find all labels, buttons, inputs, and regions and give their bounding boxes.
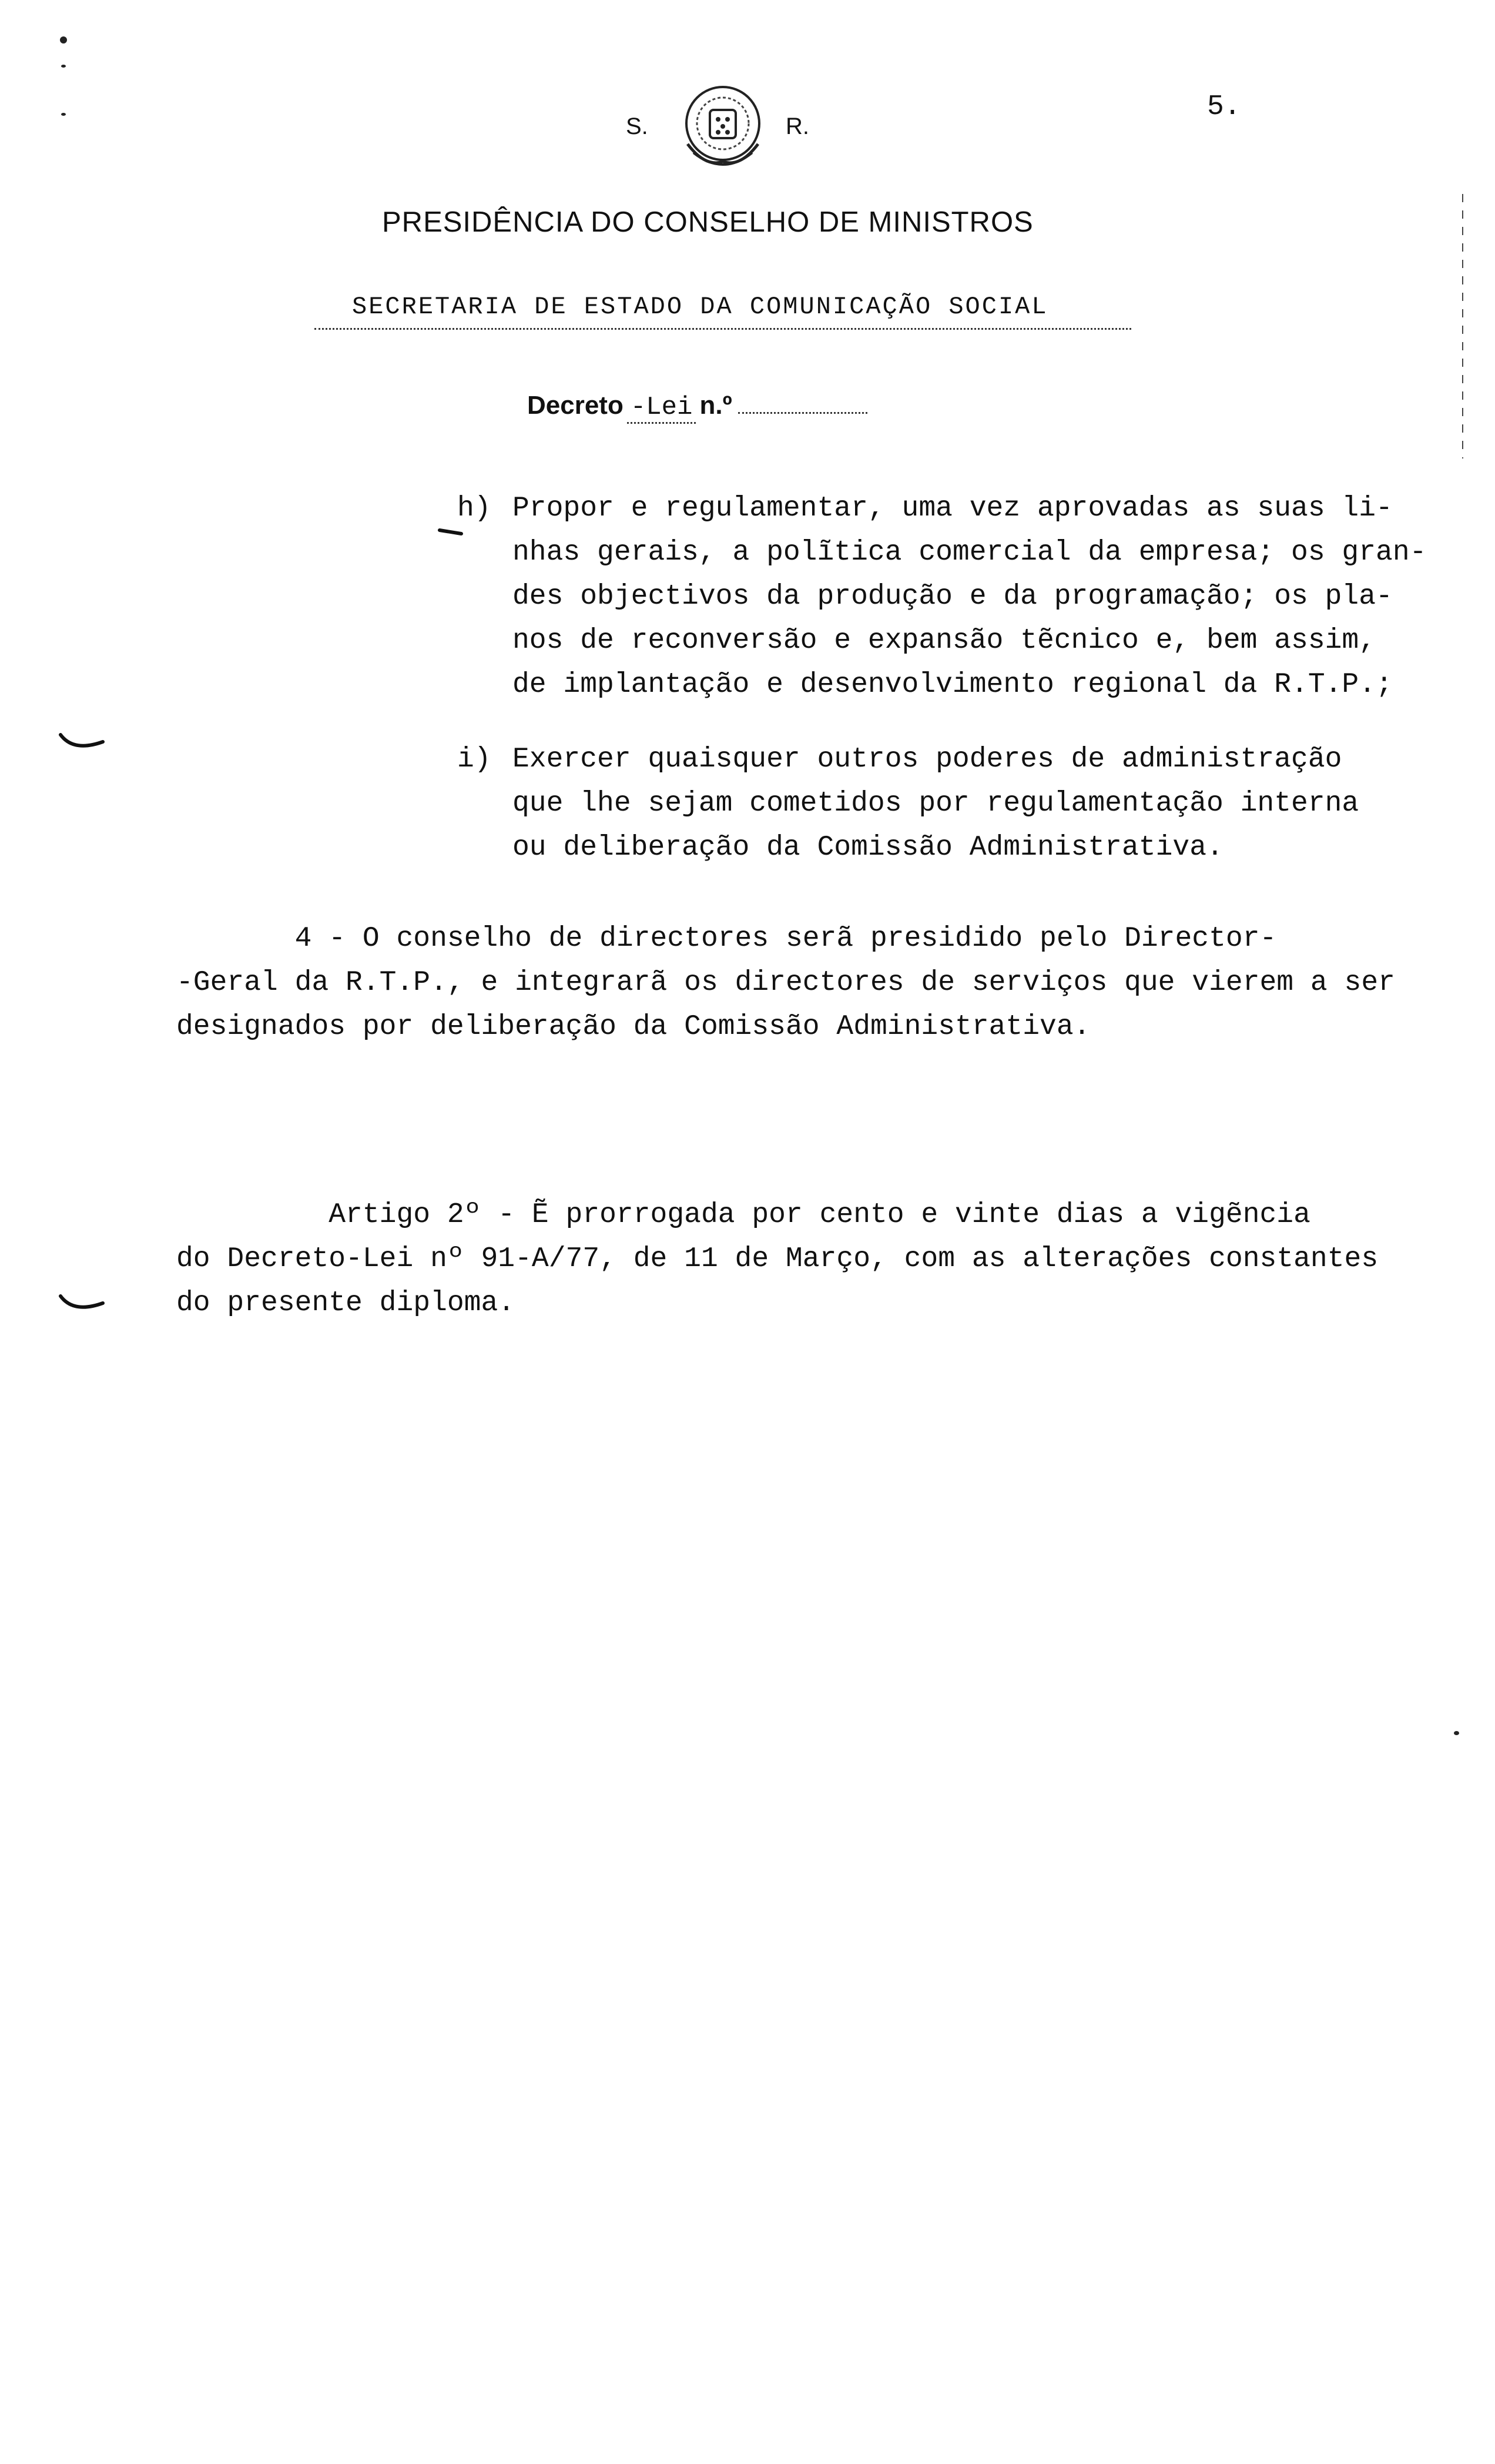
item-i-marker: i) bbox=[457, 744, 491, 775]
paragraph-4-line: -Geral da R.T.P., e integrarã os directores de serviços que vierem a ser bbox=[176, 967, 1395, 999]
item-h-line: nos de reconversão e expansão tẽcnico e, bem assim, bbox=[512, 625, 1376, 657]
margin-speck bbox=[61, 113, 66, 116]
margin-mark bbox=[56, 729, 109, 758]
seal-left-letter: S. bbox=[626, 113, 648, 139]
artigo-2 bbox=[176, 1193, 1378, 1325]
page-number: 5. bbox=[1207, 91, 1241, 123]
margin-mark bbox=[56, 1290, 109, 1320]
decree-label: Decreto bbox=[527, 391, 624, 420]
item-h-marker: h) bbox=[457, 493, 491, 524]
coat-of-arms-icon bbox=[670, 73, 776, 179]
paragraph-4-line: designados por deliberação da Comissão Administrativa. bbox=[176, 1011, 1091, 1043]
paragraph-4-line: 4 - O conselho de directores serã presidido pelo Director- bbox=[176, 923, 1277, 955]
margin-line bbox=[1462, 194, 1463, 458]
item-h-line: nhas gerais, a polĩtica comercial da empresa; os gran- bbox=[512, 537, 1427, 568]
item-h-line: des objectivos da produção e da programação; os pla- bbox=[512, 581, 1393, 612]
presidency-heading: PRESIDÊNCIA DO CONSELHO DE MINISTROS bbox=[382, 206, 1034, 238]
decree-fill: -Lei bbox=[627, 393, 696, 424]
artigo-2-line: do presente diploma. bbox=[176, 1287, 515, 1319]
item-h-text bbox=[512, 487, 1426, 707]
seal-right-letter: R. bbox=[786, 113, 809, 139]
item-i-text bbox=[512, 738, 1359, 870]
item-i-line: que lhe sejam cometidos por regulamentação interna bbox=[512, 788, 1359, 819]
decree-number-label: n.º bbox=[699, 391, 732, 420]
artigo-2-line: Artigo 2º - Ẽ prorrogada por cento e vinte dias a vigẽncia bbox=[176, 1199, 1310, 1231]
paragraph-4 bbox=[176, 917, 1395, 1049]
margin-speck bbox=[1454, 1731, 1459, 1735]
item-h-line: de implantação e desenvolvimento regional da R.T.P.; bbox=[512, 669, 1393, 701]
decree-line bbox=[527, 391, 867, 422]
artigo-2-line: do Decreto-Lei nº 91-A/77, de 11 de Março, com as alterações constantes bbox=[176, 1243, 1379, 1275]
secretariat-heading: SECRETARIA DE ESTADO DA COMUNICAÇÃO SOCIAL bbox=[350, 293, 1051, 321]
decree-number-blank bbox=[738, 412, 867, 414]
margin-speck bbox=[61, 65, 66, 68]
item-h-line: Propor e regulamentar, uma vez aprovadas as suas li- bbox=[512, 493, 1393, 524]
item-i-line: Exercer quaisquer outros poderes de administração bbox=[512, 744, 1342, 775]
margin-speck bbox=[60, 36, 67, 43]
item-i-line: ou deliberação da Comissão Administrativa. bbox=[512, 832, 1224, 863]
